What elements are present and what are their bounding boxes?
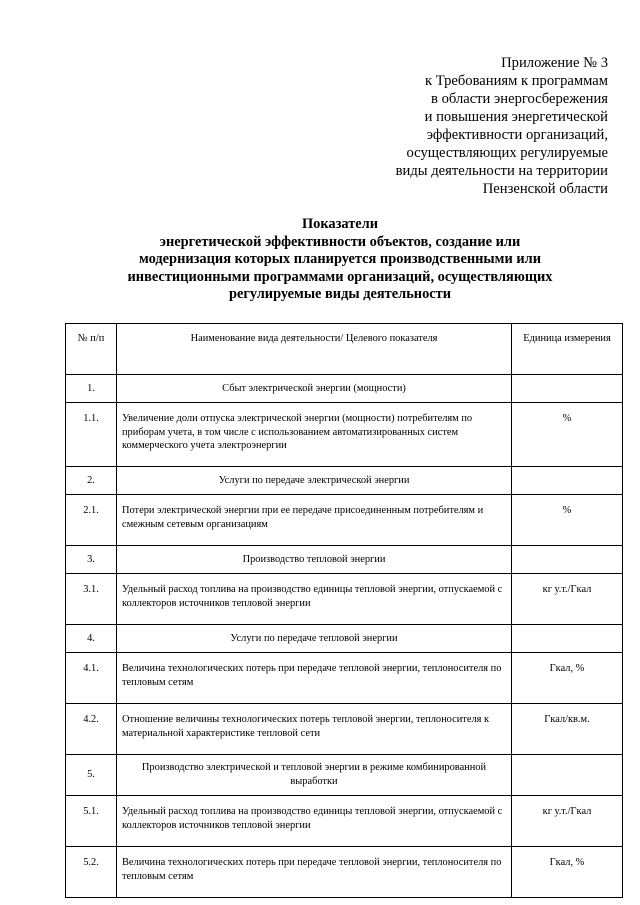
appendix-line: и повышения энергетической <box>424 109 608 125</box>
row-unit <box>512 625 623 653</box>
header-num: № п/п <box>66 324 117 375</box>
appendix-line: Пензенской области <box>482 181 608 197</box>
row-unit: Гкал, % <box>512 847 623 898</box>
row-num: 3.1. <box>66 574 117 625</box>
row-num: 2.1. <box>66 495 117 546</box>
table-row <box>66 574 623 625</box>
row-num: 4. <box>66 625 117 653</box>
row-name: Сбыт электрической энергии (мощности) <box>117 375 512 403</box>
row-num: 5. <box>66 755 117 796</box>
title-line: модернизация которых планируется производственными или <box>139 251 541 268</box>
table-row <box>66 625 623 653</box>
table-row <box>66 653 623 704</box>
appendix-line: Приложение № 3 <box>501 55 608 71</box>
appendix-line: эффективности организаций, <box>426 127 608 143</box>
row-unit: % <box>512 495 623 546</box>
row-name: Производство электрической и тепловой энергии в режиме комбинированной выработки <box>117 755 512 796</box>
row-name: Величина технологических потерь при передаче тепловой энергии, теплоносителя по тепловым сетям <box>117 847 512 898</box>
table-row <box>66 403 623 467</box>
table-row <box>66 467 623 495</box>
row-num: 2. <box>66 467 117 495</box>
header-name: Наименование вида деятельности/ Целевого показателя <box>117 324 512 375</box>
table-row <box>66 704 623 755</box>
row-unit: Гкал/кв.м. <box>512 704 623 755</box>
row-num: 4.1. <box>66 653 117 704</box>
appendix-line: в области энергосбережения <box>431 91 608 107</box>
row-name: Производство тепловой энергии <box>117 546 512 574</box>
table-row <box>66 847 623 898</box>
appendix-line: к Требованиям к программам <box>425 73 608 89</box>
appendix-line: осуществляющих регулируемые <box>406 145 608 161</box>
row-unit: Гкал, % <box>512 653 623 704</box>
row-num: 5.2. <box>66 847 117 898</box>
row-unit <box>512 467 623 495</box>
table-row <box>66 546 623 574</box>
row-name: Отношение величины технологических потерь тепловой энергии, теплоносителя к материальной характеристике тепловой сети <box>117 704 512 755</box>
table-row <box>66 796 623 847</box>
row-num: 3. <box>66 546 117 574</box>
table-row <box>66 755 623 796</box>
table-row <box>66 375 623 403</box>
title-line: инвестиционными программами организаций, осуществляющих <box>127 268 553 285</box>
row-num: 5.1. <box>66 796 117 847</box>
appendix-line: виды деятельности на территории <box>395 163 608 179</box>
appendix-header <box>328 54 608 198</box>
row-name: Потери электрической энергии при ее передаче присоединенным потребителям и смежным сетевым организациям <box>117 495 512 546</box>
document-title <box>0 216 640 304</box>
row-unit: кг у.т./Гкал <box>512 796 623 847</box>
title-line: энергетической эффективности объектов, создание или <box>159 233 521 250</box>
row-name: Удельный расход топлива на производство единицы тепловой энергии, отпускаемой с коллекторов источников тепловой энергии <box>117 574 512 625</box>
row-unit: кг у.т./Гкал <box>512 574 623 625</box>
row-name: Увеличение доли отпуска электрической энергии (мощности) потребителям по приборам учета, в том числе с использованием автоматизированных систем коммерческого учета электроэнергии <box>117 403 512 467</box>
row-unit: % <box>512 403 623 467</box>
row-num: 1.1. <box>66 403 117 467</box>
row-unit <box>512 375 623 403</box>
title-line: Показатели <box>301 216 379 232</box>
row-num: 4.2. <box>66 704 117 755</box>
row-unit <box>512 755 623 796</box>
header-unit: Единица измерения <box>512 324 623 375</box>
row-unit <box>512 546 623 574</box>
row-num: 1. <box>66 375 117 403</box>
row-name: Величина технологических потерь при передаче тепловой энергии, теплоносителя по тепловым сетям <box>117 653 512 704</box>
row-name: Удельный расход топлива на производство единицы тепловой энергии, отпускаемой с коллекторов источников тепловой энергии <box>117 796 512 847</box>
row-name: Услуги по передаче тепловой энергии <box>117 625 512 653</box>
indicators-table <box>65 323 623 898</box>
table-header-row <box>66 324 623 375</box>
row-name: Услуги по передаче электрической энергии <box>117 467 512 495</box>
table-row <box>66 495 623 546</box>
title-line: регулируемые виды деятельности <box>228 286 452 303</box>
